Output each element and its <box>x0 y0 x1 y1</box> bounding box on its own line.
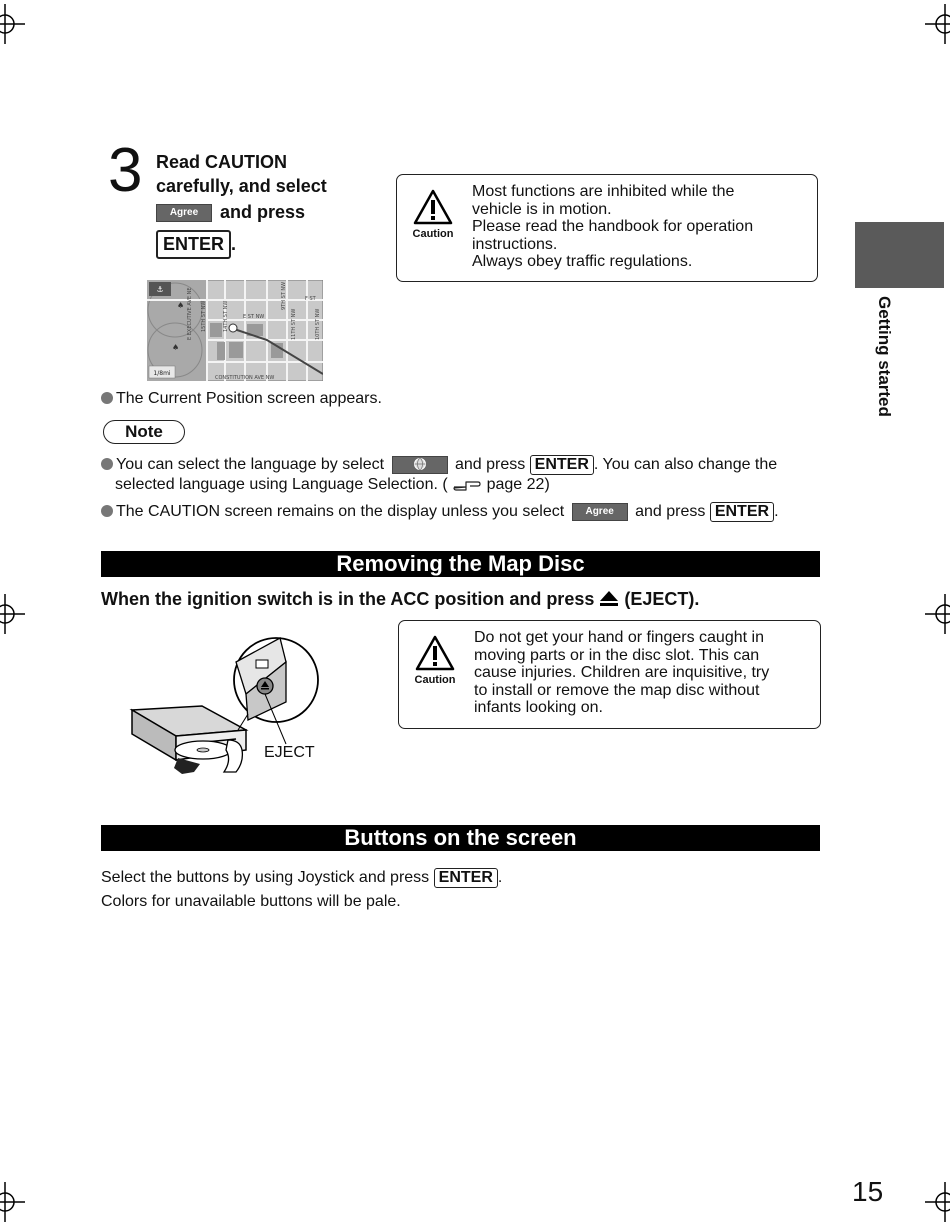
bullet-dot-icon <box>101 505 113 517</box>
body-text: Select the buttons by using Joystick and press <box>101 869 430 886</box>
step-and-press: and press <box>220 202 306 222</box>
instruction-text: When the ignition switch is in the ACC position and press <box>101 589 595 609</box>
enter-key: ENTER <box>156 230 231 259</box>
svg-text:⚓: ⚓ <box>156 285 164 294</box>
caution-box-hands <box>398 620 821 729</box>
caution-text <box>474 629 769 717</box>
map-street-label: CONSTITUTION AVE NW <box>215 375 275 381</box>
buttons-instruction-line-1 <box>101 866 502 890</box>
body-text: . <box>497 869 503 886</box>
caution-icon-group <box>411 189 455 240</box>
section-heading-buttons-on-screen: Buttons on the screen <box>101 825 820 851</box>
map-street-label: 10TH ST NW <box>315 308 321 340</box>
bullet-dot-icon <box>101 392 113 404</box>
warning-triangle-icon <box>413 189 453 225</box>
svg-text:♠: ♠ <box>172 343 180 352</box>
enter-key: ENTER <box>530 455 594 475</box>
caution-icon-group <box>413 635 457 686</box>
caution-line: Do not get your hand or fingers caught in <box>474 629 764 646</box>
map-street-label: 14TH ST NW <box>223 300 229 332</box>
language-button-image <box>392 456 448 474</box>
step-line-1: Read CAUTION <box>156 152 288 172</box>
bullet-text: and press <box>635 503 706 520</box>
bullet-text: page 22) <box>486 476 550 494</box>
caution-line: Please read the handbook for operation <box>472 218 754 236</box>
step-instruction <box>156 150 386 259</box>
caution-line: Most functions are inhibited while the <box>472 183 735 200</box>
agree-button-image: Agree <box>156 204 212 222</box>
caution-icon-label: Caution <box>412 228 454 240</box>
map-street-label: E ST NW <box>243 314 265 320</box>
page-number: 15 <box>852 1176 884 1207</box>
caution-line: vehicle is in motion. <box>472 200 612 218</box>
caution-line: cause injuries. Children are inquisitive, try <box>474 664 770 682</box>
buttons-instruction-line-2: Colors for unavailable buttons will be pale. <box>101 893 401 910</box>
eject-callout-label: EJECT <box>264 744 315 761</box>
caution-box-driving <box>396 174 818 282</box>
bullet-text: . <box>774 503 779 520</box>
eject-icon <box>599 590 619 606</box>
map-street-label: F ST <box>305 296 316 302</box>
caution-icon-label: Caution <box>414 674 456 686</box>
note-bullet-caution-screen <box>101 502 831 522</box>
bullet-text: You can select the language by select <box>116 456 385 473</box>
registration-mark-icon <box>0 594 25 634</box>
map-street-label: E EXECUTIVE AVE NE <box>187 287 193 340</box>
map-scale-label: 1/8mi <box>153 370 171 377</box>
globe-icon <box>413 457 427 471</box>
current-position-map-image <box>147 280 323 381</box>
caution-line: to install or remove the map disc without <box>474 681 760 699</box>
chapter-tab <box>855 222 944 288</box>
map-street-label: 9TH ST NW <box>281 281 287 310</box>
caution-line: instructions. <box>472 235 558 253</box>
map-street-label: 15TH ST NW <box>201 300 207 332</box>
caution-line: Always obey traffic regulations. <box>472 253 693 271</box>
step-number: 3 <box>108 136 143 205</box>
map-street-label: 11TH ST NW <box>291 308 297 340</box>
bullet-text: . You can also change the <box>593 456 778 473</box>
enter-key: ENTER <box>710 502 774 522</box>
bullet-current-position <box>101 389 382 409</box>
agree-button-image: Agree <box>572 503 628 521</box>
step-line-2: carefully, and select <box>156 176 327 196</box>
registration-mark-icon <box>925 4 950 44</box>
registration-mark-icon <box>925 1182 950 1222</box>
bullet-text: and press <box>454 456 526 473</box>
warning-triangle-icon <box>415 635 455 671</box>
note-label: Note <box>103 420 185 444</box>
caution-line: infants looking on. <box>474 699 603 717</box>
bullet-dot-icon <box>101 458 113 470</box>
registration-mark-icon <box>0 4 25 44</box>
step-period: . <box>231 234 237 254</box>
instruction-text: (EJECT). <box>624 589 700 609</box>
eject-instruction <box>101 588 699 610</box>
registration-mark-icon <box>925 594 950 634</box>
chapter-tab-text: Getting started <box>875 296 894 417</box>
caution-text <box>472 183 753 271</box>
enter-key: ENTER <box>434 868 498 888</box>
chapter-tab-label <box>864 296 904 436</box>
section-heading-removing-map-disc: Removing the Map Disc <box>101 551 820 577</box>
bullet-text: The Current Position screen appears. <box>116 390 382 407</box>
note-bullet-language <box>101 455 831 495</box>
caution-line: moving parts or in the disc slot. This can <box>474 646 760 664</box>
svg-text:♠: ♠ <box>177 301 185 310</box>
registration-mark-icon <box>0 1182 25 1222</box>
bullet-text: selected language using Language Selection. ( <box>115 476 448 494</box>
pointing-hand-icon <box>452 478 482 492</box>
bullet-text: The CAUTION screen remains on the display unless you select <box>116 503 565 520</box>
